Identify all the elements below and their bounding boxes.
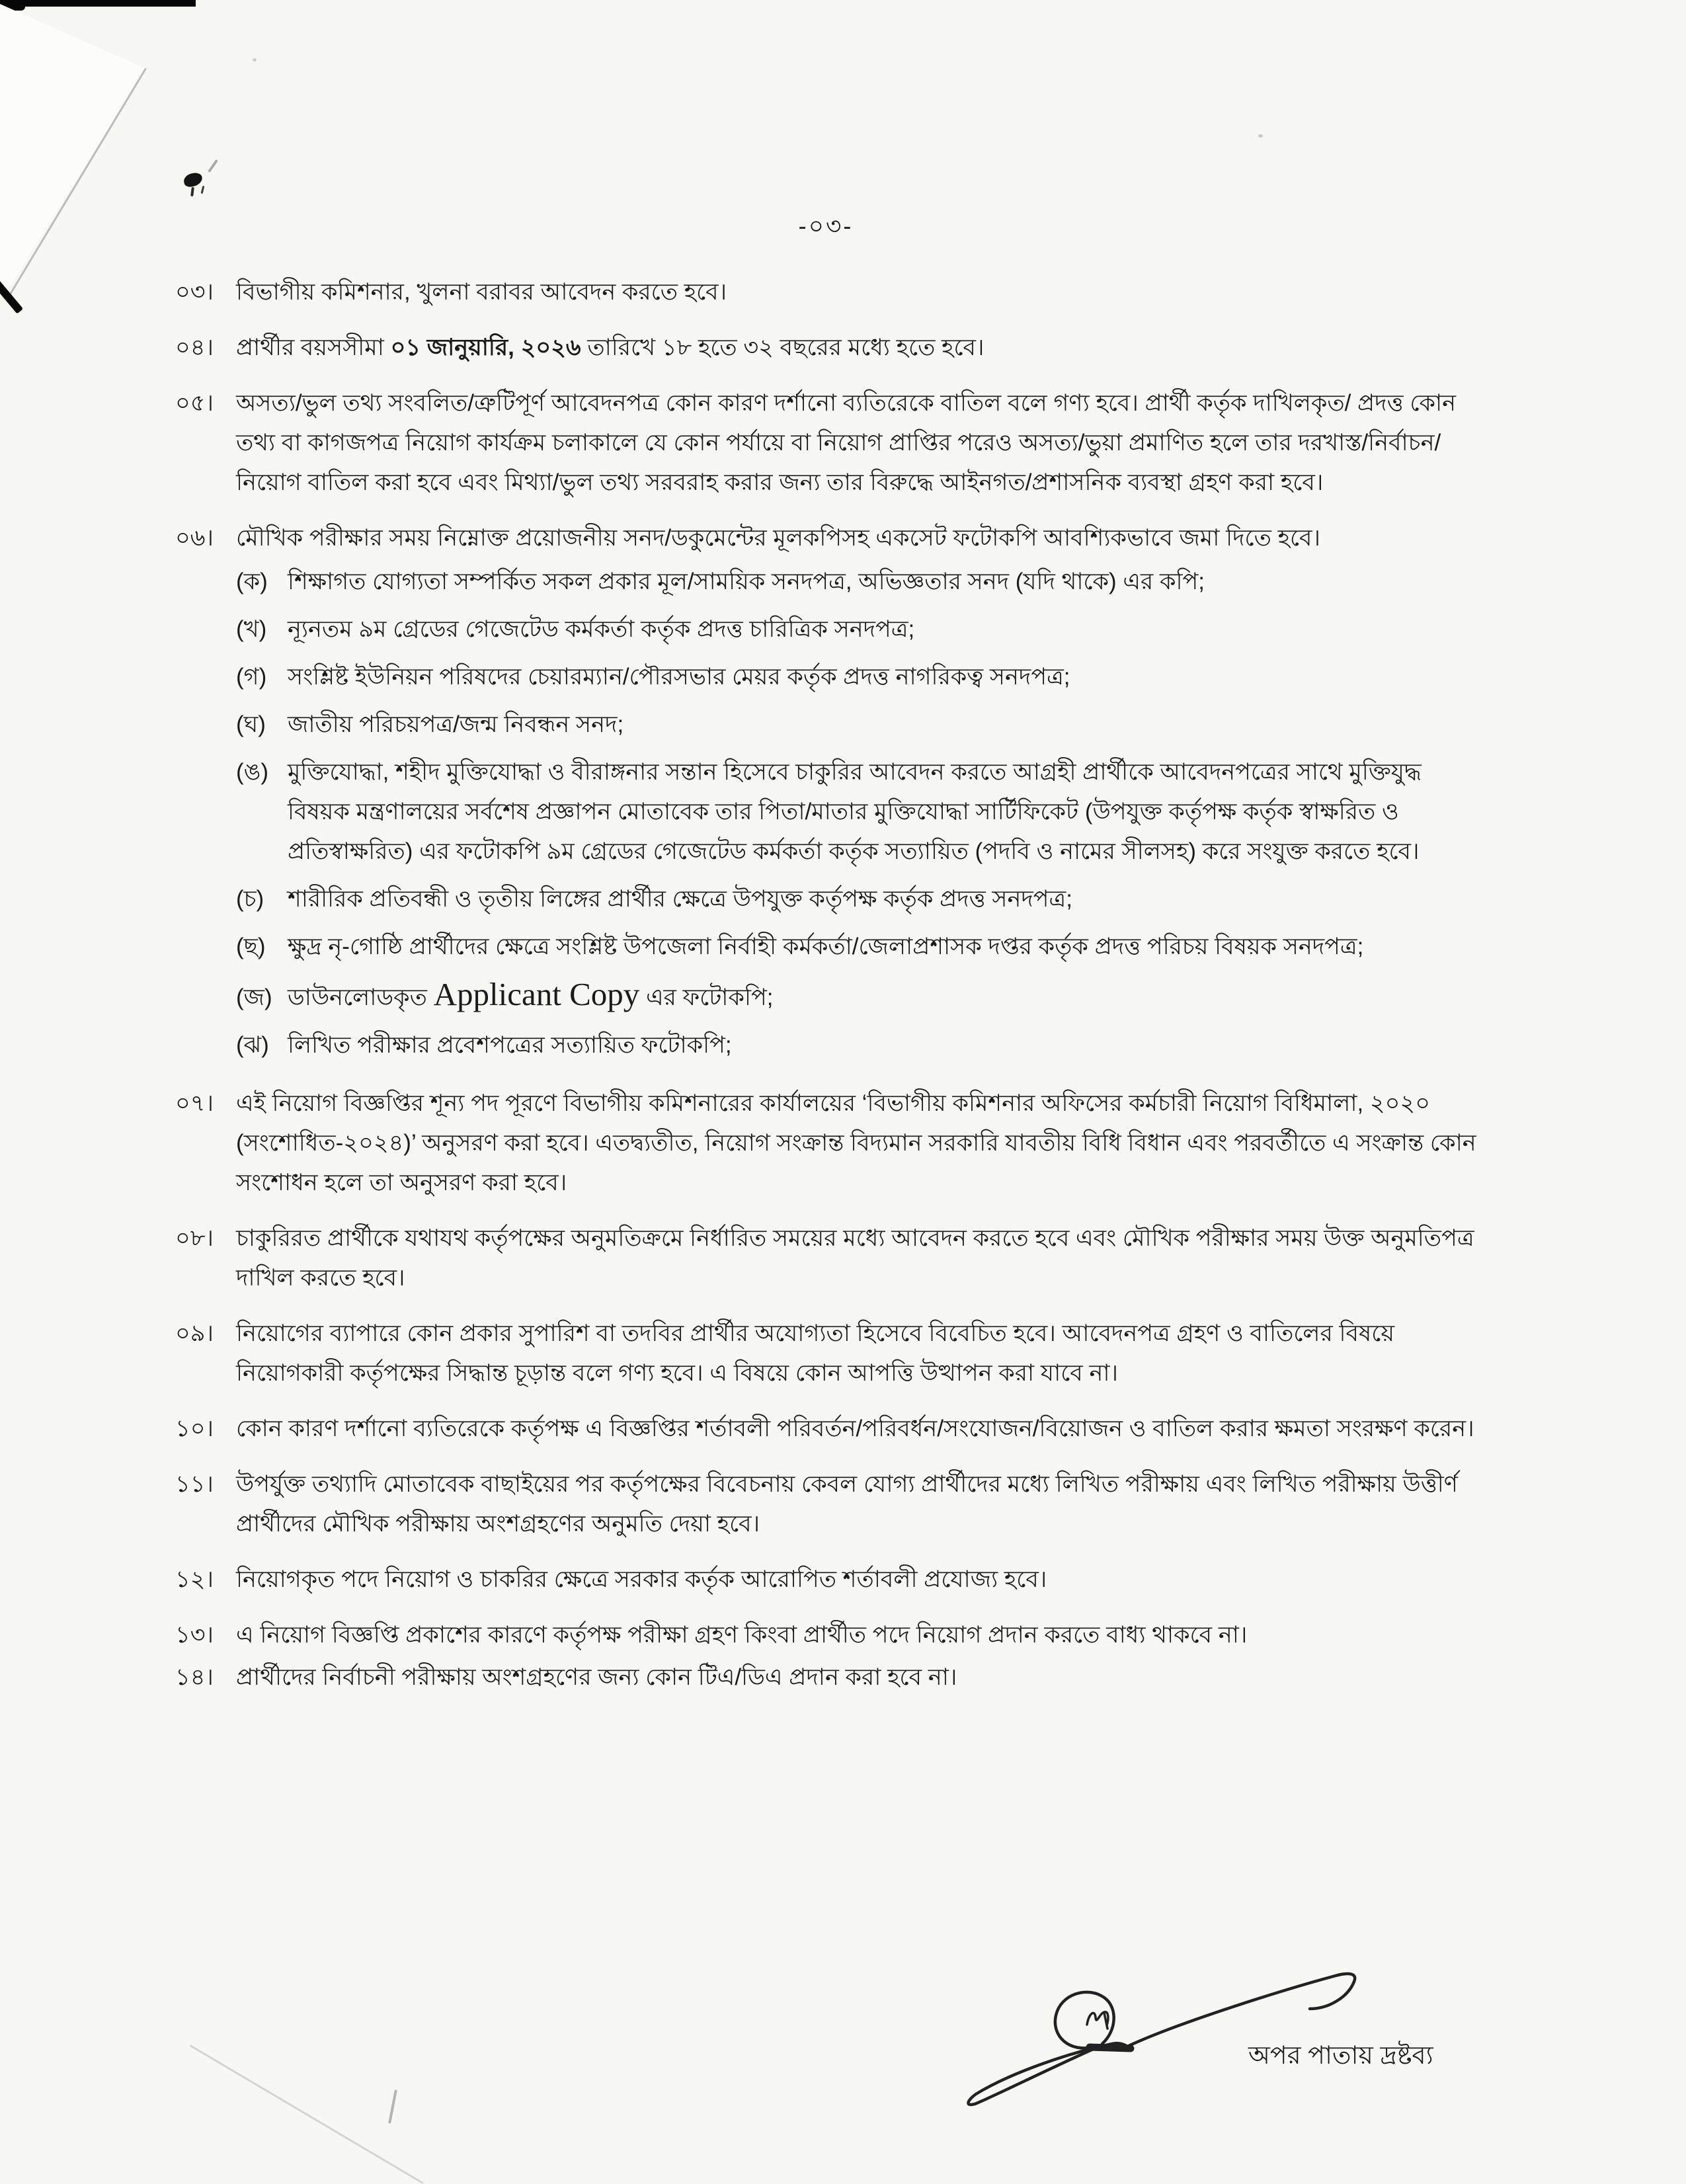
- sub-item-text: সংশ্লিষ্ট ইউনিয়ন পরিষদের চেয়ারম্যান/পৌরসভার মেয়র কর্তৃক প্রদত্ত নাগরিকত্ব সনদপত্র;: [288, 664, 1070, 690]
- sub-item-jha: [236, 1026, 1476, 1065]
- sub-item-cha: [236, 879, 1476, 919]
- term-item-03: [175, 272, 1476, 312]
- handwritten-signature: [939, 1944, 1415, 2123]
- term-item-06: [175, 518, 1476, 558]
- sub-item-text: ডাউনলোডকৃত Applicant Copy এর ফটোকপি;: [288, 976, 774, 1012]
- term-item-12: [175, 1560, 1476, 1599]
- document-sub-list: [236, 562, 1476, 1065]
- signature-crossing: [1090, 2047, 1131, 2048]
- item-text: নিয়োগকৃত পদে নিয়োগ ও চাকরির ক্ষেত্রে সরকার কর্তৃক আরোপিত শর্তাবলী প্রযোজ্য হবে।: [236, 1566, 1047, 1592]
- item-text: উপর্যুক্ত তথ্যাদি মোতাবেক বাছাইয়ের পর কর্তৃপক্ষের বিবেচনায় কেবল যোগ্য প্রার্থীদের মধ্যে লিখিত পরীক্ষায় এবং লিখিত পরীক্ষায় উত্তীর্ণ প্রার্থীদের মৌখিক পরীক্ষায় অংশগ্রহণের অনুমতি দেয়া হবে।: [236, 1471, 1458, 1537]
- sub-item-label: (গ): [236, 664, 267, 690]
- term-item-04: [175, 328, 1476, 368]
- footer-note: অপর পাতায় দ্রষ্টব্য: [1248, 2042, 1433, 2070]
- sub-item-label: (ঝ): [236, 1032, 269, 1058]
- age-date-bold: ০১ জানুয়ারি, ২০২৬: [390, 335, 581, 360]
- smudge-mark: [183, 172, 204, 188]
- applicant-copy-latin-text: Applicant Copy: [433, 976, 640, 1012]
- item-text: কোন কারণ দর্শানো ব্যতিরেকে কর্তৃপক্ষ এ বিজ্ঞপ্তির শর্তাবলী পরিবর্তন/পরিবর্ধন/সংযোজন/বিয়োজন ও বাতিল করার ক্ষমতা সংরক্ষণ করেন।: [236, 1416, 1474, 1441]
- signature-stroke: [968, 1974, 1355, 2105]
- item-text: চাকুরিরত প্রার্থীকে যথাযথ কর্তৃপক্ষের অনুমতিক্রমে নির্ধারিত সময়ের মধ্যে আবেদন করতে হবে এবং মৌখিক পরীক্ষার সময় উক্ত অনুমতিপত্র দাখিল করতে হবে।: [236, 1225, 1474, 1291]
- sub-item-ja: [236, 975, 1476, 1018]
- item-text: এই নিয়োগ বিজ্ঞপ্তির শূন্য পদ পূরণে বিভাগীয় কমিশনারের কার্যালয়ের ‘বিভাগীয় কমিশনার অফিসের কর্মচারী নিয়োগ বিধিমালা, ২০২০ (সংশোধিত-২০২৪)’ অনুসরণ করা হবে। এতদ্ব্যতীত, নিয়োগ সংক্রান্ত বিদ্যমান সরকারি যাবতীয় বিধি বিধান এবং পরবর্তীতে এ সংক্রান্ত কোন সংশোধন হলে তা অনুসরণ করা হবে।: [236, 1090, 1476, 1195]
- item-text: অসত্য/ভুল তথ্য সংবলিত/ত্রুটিপূর্ণ আবেদনপত্র কোন কারণ দর্শানো ব্যতিরেকে বাতিল বলে গণ্য হবে। প্রার্থী কর্তৃক দাখিলকৃত/ প্রদত্ত কোন তথ্য বা কাগজপত্র নিয়োগ কার্যক্রম চলাকালে যে কোন পর্যায়ে বা নিয়োগ প্রাপ্তির পরেও অসত্য/ভুয়া প্রমাণিত হলে তার দরখাস্ত/নির্বাচন/নিয়োগ বাতিল করা হবে এবং মিথ্যা/ভুল তথ্য সরবরাহ করার জন্য তার বিরুদ্ধে আইনগত/প্রশাসনিক ব্যবস্থা গ্রহণ করা হবে।: [236, 390, 1457, 495]
- sub-item-text: ক্ষুদ্র নৃ-গোষ্ঠি প্রার্থীদের ক্ষেত্রে সংশ্লিষ্ট উপজেলা নির্বাহী কর্মকর্তা/জেলাপ্রশাসক দপ্তর কর্তৃক প্রদত্ত পরিচয় বিষয়ক সনদপত্র;: [288, 934, 1364, 959]
- bottom-fold-crease: [189, 2044, 423, 2184]
- term-item-11: [175, 1465, 1476, 1544]
- item-number: ০৩।: [175, 279, 214, 305]
- term-item-05: [175, 384, 1476, 503]
- item-number: ০৫।: [175, 390, 214, 416]
- item-number: ০৪।: [175, 335, 214, 360]
- term-item-09: [175, 1314, 1476, 1393]
- sub-item-gha: [236, 705, 1476, 745]
- sub-item-text: জাতীয় পরিচয়পত্র/জন্ম নিবন্ধন সনদ;: [288, 711, 624, 737]
- item-text: প্রার্থীর বয়সসীমা ০১ জানুয়ারি, ২০২৬ তারিখে ১৮ হতে ৩২ বছরের মধ্যে হতে হবে।: [236, 335, 984, 360]
- smudge-mark-tail2: [201, 186, 205, 194]
- paper-fleck: [1258, 134, 1263, 138]
- item-text: প্রার্থীদের নির্বাচনী পরীক্ষায় অংশগ্রহণের জন্য কোন টিএ/ডিএ প্রদান করা হবে না।: [236, 1664, 957, 1690]
- term-item-07: [175, 1084, 1476, 1203]
- term-item-08: [175, 1219, 1476, 1298]
- scan-edge-top: [0, 0, 196, 7]
- item-number: ০৮।: [175, 1225, 214, 1251]
- sub-item-text: শারীরিক প্রতিবন্ধী ও তৃতীয় লিঙ্গের প্রার্থীর ক্ষেত্রে উপযুক্ত কর্তৃপক্ষ কর্তৃক প্রদত্ত সনদপত্র;: [288, 886, 1072, 912]
- item-number: ১৪।: [175, 1664, 214, 1690]
- sub-item-uma: [236, 752, 1476, 871]
- sub-item-label: (ক): [236, 569, 268, 594]
- item-text: মৌখিক পরীক্ষার সময় নিম্নোক্ত প্রয়োজনীয় সনদ/ডকুমেন্টের মূলকপিসহ একসেট ফটোকপি আবশ্যিকভাবে জমা দিতে হবে।: [236, 525, 1321, 551]
- item-number: ১১।: [175, 1471, 214, 1497]
- sub-item-text: শিক্ষাগত যোগ্যতা সম্পর্কিত সকল প্রকার মূল/সাময়িক সনদপত্র, অভিজ্ঞতার সনদ (যদি থাকে) এর কপি;: [288, 569, 1205, 594]
- item-number: ০৯।: [175, 1320, 214, 1346]
- item-text: বিভাগীয় কমিশনার, খুলনা বরাবর আবেদন করতে হবে।: [236, 279, 727, 305]
- item-text: এ নিয়োগ বিজ্ঞপ্তি প্রকাশের কারণে কর্তৃপক্ষ পরীক্ষা গ্রহণ কিংবা প্রার্থীত পদে নিয়োগ প্রদান করতে বাধ্য থাকবে না।: [236, 1622, 1248, 1648]
- sub-item-label: (ঘ): [236, 711, 266, 737]
- sub-item-text: লিখিত পরীক্ষার প্রবেশপত্রের সত্যায়িত ফটোকপি;: [288, 1032, 732, 1058]
- term-item-13: [175, 1615, 1476, 1655]
- item-number: ১৩।: [175, 1622, 214, 1648]
- sub-item-label: (খ): [236, 616, 267, 642]
- sub-item-text: ন্যূনতম ৯ম গ্রেডের গেজেটেড কর্মকর্তা কর্তৃক প্রদত্ত চারিত্রিক সনদপত্র;: [288, 616, 915, 642]
- item-number: ১০।: [175, 1416, 214, 1441]
- term-item-10: [175, 1409, 1476, 1449]
- sub-item-ka: [236, 562, 1476, 602]
- sub-item-label: (ছ): [236, 934, 266, 959]
- sub-item-label: (ঙ): [236, 759, 268, 785]
- item-number: ০৭।: [175, 1090, 214, 1116]
- sub-item-chha: [236, 927, 1476, 967]
- sub-item-ga: [236, 657, 1476, 697]
- sub-item-text: মুক্তিযোদ্ধা, শহীদ মুক্তিযোদ্ধা ও বীরাঙ্গনার সন্তান হিসেবে চাকুরির আবেদন করতে আগ্রহী প্রার্থীকে আবেদনপত্রের সাথে মুক্তিযুদ্ধ বিষয়ক মন্ত্রণালয়ের সর্বশেষ প্রজ্ঞাপন মোতাবেক তার পিতা/মাতার মুক্তিযোদ্ধা সার্টিফিকেট (উপযুক্ত কর্তৃপক্ষ কর্তৃক স্বাক্ষরিত ও প্রতিস্বাক্ষরিত) এর ফটোকপি ৯ম গ্রেডের গেজেটেড কর্মকর্তা কর্তৃক সত্যায়িত (পদবি ও নামের সীলসহ) করে সংযুক্ত করতে হবে।: [288, 759, 1422, 864]
- page-number: -০৩-: [798, 212, 854, 239]
- item-number: ১২।: [175, 1566, 214, 1592]
- pencil-mark: [388, 2089, 397, 2124]
- paper-fleck: [208, 159, 218, 173]
- item-text: নিয়োগের ব্যাপারে কোন প্রকার সুপারিশ বা তদবির প্রার্থীর অযোগ্যতা হিসেবে বিবেচিত হবে। আবেদনপত্র গ্রহণ ও বাতিলের বিষয়ে নিয়োগকারী কর্তৃপক্ষের সিদ্ধান্ত চূড়ান্ত বলে গণ্য হবে। এ বিষয়ে কোন আপত্তি উত্থাপন করা যাবে না।: [236, 1320, 1394, 1386]
- paper-fleck: [253, 58, 257, 61]
- sub-item-kha: [236, 610, 1476, 649]
- signature-initials: [1087, 2012, 1108, 2029]
- folded-corner: [0, 4, 152, 298]
- document-body: [175, 206, 1476, 1700]
- term-item-14: [175, 1658, 1476, 1697]
- item-number: ০৬।: [175, 525, 214, 551]
- sub-item-label: (জ): [236, 985, 272, 1010]
- sub-item-label: (চ): [236, 886, 264, 912]
- smudge-mark-tail: [190, 187, 194, 196]
